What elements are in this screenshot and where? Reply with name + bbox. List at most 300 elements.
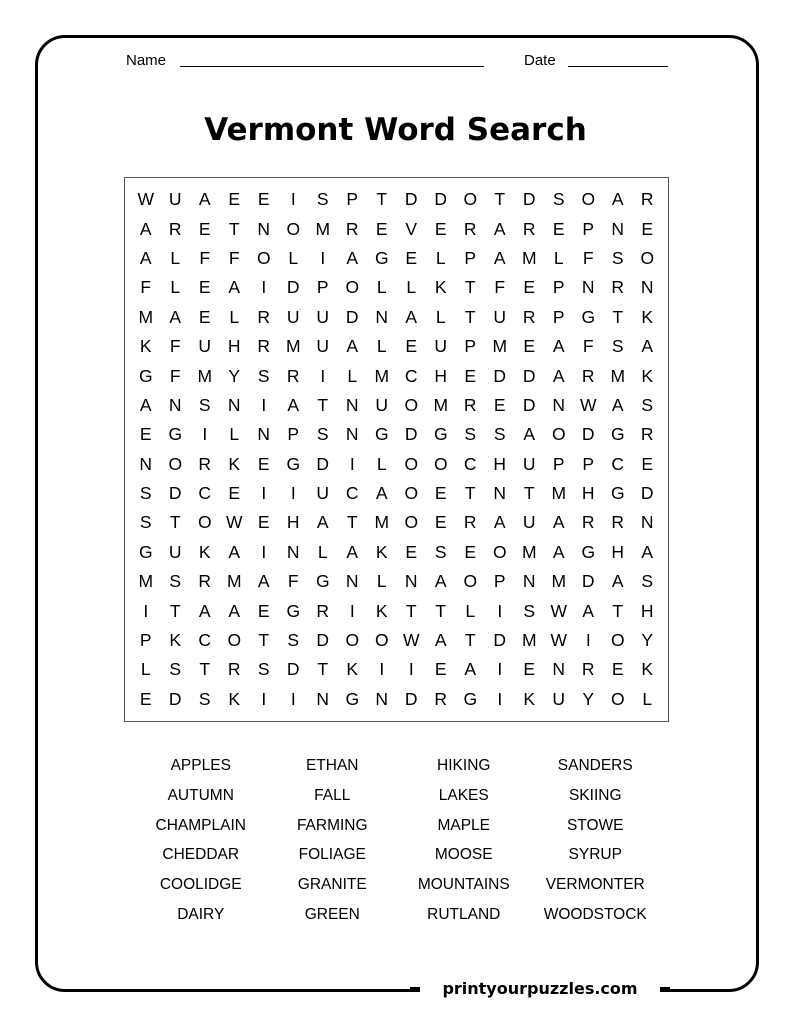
grid-cell[interactable]: D bbox=[581, 424, 595, 445]
grid-cell[interactable]: U bbox=[168, 541, 182, 562]
grid-cell[interactable]: K bbox=[523, 688, 536, 709]
grid-cell[interactable]: P bbox=[552, 453, 565, 474]
grid-cell[interactable]: E bbox=[523, 336, 536, 357]
grid-cell[interactable]: U bbox=[375, 394, 389, 415]
grid-cell[interactable]: N bbox=[139, 453, 153, 474]
grid-cell[interactable]: O bbox=[433, 453, 448, 474]
grid-cell[interactable]: A bbox=[464, 659, 477, 680]
grid-cell[interactable]: A bbox=[346, 247, 359, 268]
grid-cell[interactable]: R bbox=[316, 600, 330, 621]
grid-cell[interactable]: P bbox=[493, 571, 506, 592]
grid-cell[interactable]: I bbox=[585, 630, 591, 651]
grid-cell[interactable]: N bbox=[345, 571, 359, 592]
grid-cell[interactable]: H bbox=[581, 483, 595, 504]
grid-cell[interactable]: I bbox=[320, 365, 326, 386]
grid-cell[interactable]: H bbox=[286, 512, 300, 533]
grid-cell[interactable]: D bbox=[522, 394, 536, 415]
grid-cell[interactable]: O bbox=[551, 424, 566, 445]
grid-cell[interactable]: N bbox=[522, 571, 536, 592]
grid-cell[interactable]: E bbox=[552, 218, 565, 239]
grid-cell[interactable]: G bbox=[610, 483, 625, 504]
grid-cell[interactable]: T bbox=[494, 189, 506, 210]
grid-cell[interactable]: E bbox=[198, 218, 211, 239]
grid-cell[interactable]: S bbox=[641, 394, 654, 415]
grid-cell[interactable]: L bbox=[642, 688, 653, 709]
grid-cell[interactable]: G bbox=[168, 424, 183, 445]
grid-cell[interactable]: A bbox=[434, 630, 447, 651]
grid-cell[interactable]: A bbox=[139, 247, 152, 268]
grid-cell[interactable]: S bbox=[611, 336, 624, 357]
grid-cell[interactable]: I bbox=[349, 453, 355, 474]
grid-cell[interactable]: A bbox=[611, 394, 624, 415]
grid-cell[interactable]: H bbox=[227, 336, 241, 357]
grid-cell[interactable]: M bbox=[521, 541, 537, 562]
grid-cell[interactable]: P bbox=[316, 277, 329, 298]
grid-cell[interactable]: G bbox=[433, 424, 448, 445]
grid-cell[interactable]: E bbox=[257, 453, 270, 474]
grid-cell[interactable]: K bbox=[198, 541, 211, 562]
grid-cell[interactable]: S bbox=[316, 189, 329, 210]
grid-cell[interactable]: L bbox=[406, 277, 417, 298]
grid-cell[interactable]: N bbox=[257, 218, 271, 239]
grid-cell[interactable]: R bbox=[611, 277, 625, 298]
grid-cell[interactable]: I bbox=[261, 394, 267, 415]
grid-cell[interactable]: A bbox=[582, 600, 595, 621]
grid-cell[interactable]: F bbox=[140, 277, 152, 298]
grid-cell[interactable]: A bbox=[611, 571, 624, 592]
grid-cell[interactable]: N bbox=[640, 277, 654, 298]
grid-cell[interactable]: E bbox=[611, 659, 624, 680]
grid-cell[interactable]: M bbox=[521, 247, 537, 268]
grid-cell[interactable]: I bbox=[261, 688, 267, 709]
grid-cell[interactable]: P bbox=[139, 630, 152, 651]
grid-cell[interactable]: A bbox=[346, 336, 359, 357]
grid-cell[interactable]: A bbox=[316, 512, 329, 533]
grid-cell[interactable]: E bbox=[139, 424, 152, 445]
grid-cell[interactable]: R bbox=[611, 512, 625, 533]
grid-cell[interactable]: O bbox=[227, 630, 242, 651]
grid-cell[interactable]: D bbox=[286, 659, 300, 680]
grid-cell[interactable]: P bbox=[582, 218, 595, 239]
grid-cell[interactable]: A bbox=[228, 600, 241, 621]
grid-cell[interactable]: C bbox=[611, 453, 625, 474]
grid-cell[interactable]: F bbox=[582, 247, 594, 268]
grid-cell[interactable]: K bbox=[641, 306, 654, 327]
grid-cell[interactable]: R bbox=[581, 365, 595, 386]
grid-cell[interactable]: R bbox=[463, 394, 477, 415]
grid-cell[interactable]: A bbox=[257, 571, 270, 592]
grid-cell[interactable]: M bbox=[551, 483, 567, 504]
grid-cell[interactable]: O bbox=[610, 630, 625, 651]
grid-cell[interactable]: L bbox=[376, 571, 387, 592]
grid-cell[interactable]: E bbox=[257, 189, 270, 210]
grid-cell[interactable]: D bbox=[316, 630, 330, 651]
grid-cell[interactable]: T bbox=[464, 483, 476, 504]
grid-cell[interactable]: M bbox=[226, 571, 242, 592]
grid-cell[interactable]: G bbox=[138, 541, 153, 562]
grid-cell[interactable]: N bbox=[552, 394, 566, 415]
grid-cell[interactable]: A bbox=[493, 512, 506, 533]
grid-cell[interactable]: R bbox=[227, 659, 241, 680]
grid-cell[interactable]: R bbox=[640, 424, 654, 445]
grid-cell[interactable]: O bbox=[168, 453, 183, 474]
grid-cell[interactable]: E bbox=[493, 394, 506, 415]
grid-cell[interactable]: E bbox=[228, 189, 241, 210]
grid-cell[interactable]: M bbox=[138, 306, 154, 327]
grid-cell[interactable]: U bbox=[198, 336, 212, 357]
grid-cell[interactable]: A bbox=[434, 571, 447, 592]
grid-cell[interactable]: L bbox=[553, 247, 564, 268]
grid-cell[interactable]: N bbox=[404, 571, 418, 592]
grid-cell[interactable]: D bbox=[522, 189, 536, 210]
grid-cell[interactable]: N bbox=[552, 659, 566, 680]
grid-cell[interactable]: I bbox=[290, 189, 296, 210]
grid-cell[interactable]: U bbox=[522, 453, 536, 474]
grid-cell[interactable]: M bbox=[315, 218, 331, 239]
grid-cell[interactable]: P bbox=[552, 277, 565, 298]
grid-cell[interactable]: I bbox=[143, 600, 149, 621]
grid-cell[interactable]: O bbox=[404, 453, 419, 474]
grid-cell[interactable]: I bbox=[379, 659, 385, 680]
grid-cell[interactable]: N bbox=[345, 424, 359, 445]
grid-cell[interactable]: L bbox=[170, 247, 181, 268]
grid-cell[interactable]: O bbox=[640, 247, 655, 268]
grid-cell[interactable]: I bbox=[290, 688, 296, 709]
grid-cell[interactable]: W bbox=[402, 630, 420, 651]
grid-cell[interactable]: S bbox=[552, 189, 565, 210]
grid-cell[interactable]: D bbox=[640, 483, 654, 504]
grid-cell[interactable]: O bbox=[374, 630, 389, 651]
grid-cell[interactable]: E bbox=[523, 277, 536, 298]
grid-cell[interactable]: S bbox=[198, 688, 211, 709]
grid-cell[interactable]: G bbox=[286, 453, 301, 474]
grid-cell[interactable]: U bbox=[493, 306, 507, 327]
grid-cell[interactable]: R bbox=[257, 306, 271, 327]
grid-cell[interactable]: P bbox=[287, 424, 300, 445]
grid-cell[interactable]: E bbox=[434, 483, 447, 504]
grid-cell[interactable]: E bbox=[198, 277, 211, 298]
grid-cell[interactable]: U bbox=[168, 189, 182, 210]
grid-cell[interactable]: E bbox=[375, 218, 388, 239]
grid-cell[interactable]: L bbox=[435, 306, 446, 327]
grid-cell[interactable]: D bbox=[286, 277, 300, 298]
grid-cell[interactable]: Y bbox=[228, 365, 241, 386]
grid-cell[interactable]: S bbox=[464, 424, 477, 445]
grid-cell[interactable]: L bbox=[288, 247, 299, 268]
grid-cell[interactable]: D bbox=[404, 424, 418, 445]
grid-cell[interactable]: E bbox=[434, 218, 447, 239]
grid-cell[interactable]: R bbox=[581, 659, 595, 680]
grid-cell[interactable]: E bbox=[405, 247, 418, 268]
grid-cell[interactable]: E bbox=[464, 541, 477, 562]
grid-cell[interactable]: G bbox=[581, 306, 596, 327]
grid-cell[interactable]: G bbox=[463, 688, 478, 709]
grid-cell[interactable]: M bbox=[285, 336, 301, 357]
grid-cell[interactable]: H bbox=[640, 600, 654, 621]
grid-cell[interactable]: A bbox=[375, 483, 388, 504]
grid-cell[interactable]: S bbox=[316, 424, 329, 445]
grid-cell[interactable]: F bbox=[287, 571, 299, 592]
grid-cell[interactable]: T bbox=[435, 600, 447, 621]
grid-cell[interactable]: M bbox=[610, 365, 626, 386]
grid-cell[interactable]: C bbox=[404, 365, 418, 386]
grid-cell[interactable]: L bbox=[140, 659, 151, 680]
grid-cell[interactable]: E bbox=[198, 306, 211, 327]
grid-cell[interactable]: N bbox=[581, 277, 595, 298]
grid-cell[interactable]: U bbox=[552, 688, 566, 709]
grid-cell[interactable]: A bbox=[198, 189, 211, 210]
grid-cell[interactable]: D bbox=[168, 688, 182, 709]
grid-cell[interactable]: D bbox=[316, 453, 330, 474]
grid-cell[interactable]: N bbox=[611, 218, 625, 239]
grid-cell[interactable]: G bbox=[374, 247, 389, 268]
grid-cell[interactable]: F bbox=[228, 247, 240, 268]
name-line[interactable] bbox=[180, 66, 484, 67]
grid-cell[interactable]: A bbox=[552, 365, 565, 386]
grid-cell[interactable]: S bbox=[434, 541, 447, 562]
grid-cell[interactable]: N bbox=[316, 688, 330, 709]
grid-cell[interactable]: C bbox=[463, 453, 477, 474]
grid-cell[interactable]: S bbox=[198, 394, 211, 415]
grid-cell[interactable]: Y bbox=[641, 630, 654, 651]
grid-cell[interactable]: L bbox=[229, 306, 240, 327]
grid-cell[interactable]: A bbox=[611, 189, 624, 210]
grid-cell[interactable]: A bbox=[287, 394, 300, 415]
grid-cell[interactable]: R bbox=[434, 688, 448, 709]
grid-cell[interactable]: A bbox=[493, 218, 506, 239]
grid-cell[interactable]: A bbox=[641, 336, 654, 357]
grid-cell[interactable]: D bbox=[345, 306, 359, 327]
grid-cell[interactable]: K bbox=[375, 541, 388, 562]
grid-cell[interactable]: E bbox=[641, 453, 654, 474]
grid-cell[interactable]: O bbox=[463, 571, 478, 592]
grid-cell[interactable]: I bbox=[349, 600, 355, 621]
grid-cell[interactable]: S bbox=[641, 571, 654, 592]
grid-cell[interactable]: E bbox=[523, 659, 536, 680]
grid-cell[interactable]: R bbox=[463, 512, 477, 533]
grid-cell[interactable]: S bbox=[257, 659, 270, 680]
grid-cell[interactable]: N bbox=[168, 394, 182, 415]
grid-cell[interactable]: W bbox=[579, 394, 597, 415]
grid-cell[interactable]: R bbox=[640, 189, 654, 210]
grid-cell[interactable]: D bbox=[493, 630, 507, 651]
grid-cell[interactable]: A bbox=[228, 541, 241, 562]
grid-cell[interactable]: H bbox=[611, 541, 625, 562]
grid-cell[interactable]: E bbox=[257, 512, 270, 533]
grid-cell[interactable]: E bbox=[257, 600, 270, 621]
grid-cell[interactable]: L bbox=[376, 453, 387, 474]
grid-cell[interactable]: L bbox=[317, 541, 328, 562]
grid-cell[interactable]: K bbox=[228, 453, 241, 474]
grid-cell[interactable]: A bbox=[346, 541, 359, 562]
grid-cell[interactable]: I bbox=[261, 483, 267, 504]
grid-cell[interactable]: R bbox=[345, 218, 359, 239]
grid-cell[interactable]: P bbox=[552, 306, 565, 327]
grid-cell[interactable]: R bbox=[198, 453, 212, 474]
grid-cell[interactable]: L bbox=[376, 277, 387, 298]
grid-cell[interactable]: N bbox=[286, 541, 300, 562]
grid-cell[interactable]: O bbox=[404, 483, 419, 504]
grid-cell[interactable]: W bbox=[225, 512, 243, 533]
grid-cell[interactable]: T bbox=[464, 630, 476, 651]
grid-cell[interactable]: T bbox=[199, 659, 211, 680]
grid-cell[interactable]: T bbox=[464, 277, 476, 298]
grid-cell[interactable]: U bbox=[434, 336, 448, 357]
grid-cell[interactable]: N bbox=[227, 394, 241, 415]
grid-cell[interactable]: G bbox=[286, 600, 301, 621]
grid-cell[interactable]: E bbox=[434, 659, 447, 680]
grid-cell[interactable]: A bbox=[169, 306, 182, 327]
grid-cell[interactable]: O bbox=[286, 218, 301, 239]
grid-cell[interactable]: S bbox=[257, 365, 270, 386]
grid-cell[interactable]: L bbox=[229, 424, 240, 445]
grid-cell[interactable]: E bbox=[228, 483, 241, 504]
grid-cell[interactable]: S bbox=[169, 659, 182, 680]
grid-cell[interactable]: F bbox=[169, 365, 181, 386]
grid-cell[interactable]: I bbox=[290, 483, 296, 504]
grid-cell[interactable]: T bbox=[169, 512, 181, 533]
grid-cell[interactable]: T bbox=[169, 600, 181, 621]
grid-cell[interactable]: K bbox=[169, 630, 182, 651]
grid-cell[interactable]: M bbox=[433, 394, 449, 415]
grid-cell[interactable]: M bbox=[551, 571, 567, 592]
grid-cell[interactable]: W bbox=[550, 600, 568, 621]
grid-cell[interactable]: G bbox=[345, 688, 360, 709]
grid-cell[interactable]: M bbox=[374, 512, 390, 533]
grid-cell[interactable]: G bbox=[581, 541, 596, 562]
grid-cell[interactable]: K bbox=[139, 336, 152, 357]
grid-cell[interactable]: L bbox=[347, 365, 358, 386]
grid-cell[interactable]: M bbox=[197, 365, 213, 386]
grid-cell[interactable]: O bbox=[345, 277, 360, 298]
grid-cell[interactable]: N bbox=[375, 688, 389, 709]
grid-cell[interactable]: N bbox=[375, 306, 389, 327]
grid-cell[interactable]: K bbox=[346, 659, 359, 680]
grid-cell[interactable]: Y bbox=[582, 688, 595, 709]
grid-cell[interactable]: I bbox=[408, 659, 414, 680]
grid-cell[interactable]: F bbox=[494, 277, 506, 298]
grid-cell[interactable]: O bbox=[610, 688, 625, 709]
grid-cell[interactable]: A bbox=[139, 394, 152, 415]
grid-cell[interactable]: O bbox=[404, 394, 419, 415]
grid-cell[interactable]: A bbox=[493, 247, 506, 268]
grid-cell[interactable]: K bbox=[228, 688, 241, 709]
grid-cell[interactable]: G bbox=[138, 365, 153, 386]
grid-cell[interactable]: E bbox=[139, 688, 152, 709]
grid-cell[interactable]: U bbox=[316, 306, 330, 327]
grid-cell[interactable]: V bbox=[405, 218, 418, 239]
grid-cell[interactable]: O bbox=[197, 512, 212, 533]
grid-cell[interactable]: W bbox=[137, 189, 155, 210]
grid-cell[interactable]: S bbox=[523, 600, 536, 621]
grid-cell[interactable]: R bbox=[581, 512, 595, 533]
grid-cell[interactable]: A bbox=[641, 541, 654, 562]
grid-cell[interactable]: P bbox=[346, 189, 359, 210]
grid-cell[interactable]: R bbox=[286, 365, 300, 386]
grid-cell[interactable]: L bbox=[435, 247, 446, 268]
grid-cell[interactable]: F bbox=[199, 247, 211, 268]
grid-cell[interactable]: T bbox=[317, 394, 329, 415]
grid-cell[interactable]: L bbox=[170, 277, 181, 298]
date-line[interactable] bbox=[568, 66, 668, 67]
grid-cell[interactable]: L bbox=[376, 336, 387, 357]
grid-cell[interactable]: T bbox=[464, 306, 476, 327]
grid-cell[interactable]: O bbox=[581, 189, 596, 210]
grid-cell[interactable]: D bbox=[404, 189, 418, 210]
grid-cell[interactable]: C bbox=[198, 630, 212, 651]
grid-cell[interactable]: G bbox=[610, 424, 625, 445]
grid-cell[interactable]: D bbox=[404, 688, 418, 709]
grid-cell[interactable]: T bbox=[317, 659, 329, 680]
grid-cell[interactable]: E bbox=[434, 512, 447, 533]
grid-cell[interactable]: K bbox=[641, 365, 654, 386]
grid-cell[interactable]: S bbox=[169, 571, 182, 592]
grid-cell[interactable]: N bbox=[493, 483, 507, 504]
grid-cell[interactable]: S bbox=[139, 483, 152, 504]
grid-cell[interactable]: I bbox=[261, 541, 267, 562]
grid-cell[interactable]: S bbox=[287, 630, 300, 651]
grid-cell[interactable]: O bbox=[463, 189, 478, 210]
grid-cell[interactable]: F bbox=[169, 336, 181, 357]
grid-cell[interactable]: A bbox=[228, 277, 241, 298]
grid-cell[interactable]: I bbox=[202, 424, 208, 445]
grid-cell[interactable]: U bbox=[522, 512, 536, 533]
grid-cell[interactable]: D bbox=[493, 365, 507, 386]
grid-cell[interactable]: T bbox=[612, 600, 624, 621]
grid-cell[interactable]: I bbox=[497, 659, 503, 680]
grid-cell[interactable]: N bbox=[640, 512, 654, 533]
grid-cell[interactable]: A bbox=[552, 336, 565, 357]
grid-cell[interactable]: A bbox=[552, 512, 565, 533]
grid-cell[interactable]: U bbox=[316, 336, 330, 357]
grid-cell[interactable]: I bbox=[261, 277, 267, 298]
grid-cell[interactable]: D bbox=[581, 571, 595, 592]
grid-cell[interactable]: W bbox=[550, 630, 568, 651]
grid-cell[interactable]: O bbox=[404, 512, 419, 533]
grid-cell[interactable]: S bbox=[611, 247, 624, 268]
grid-cell[interactable]: I bbox=[320, 247, 326, 268]
grid-cell[interactable]: K bbox=[641, 659, 654, 680]
grid-cell[interactable]: A bbox=[139, 218, 152, 239]
grid-cell[interactable]: I bbox=[497, 688, 503, 709]
grid-cell[interactable]: P bbox=[464, 336, 477, 357]
grid-cell[interactable]: M bbox=[138, 571, 154, 592]
grid-cell[interactable]: L bbox=[465, 600, 476, 621]
grid-cell[interactable]: T bbox=[258, 630, 270, 651]
grid-cell[interactable]: A bbox=[198, 600, 211, 621]
grid-cell[interactable]: C bbox=[345, 483, 359, 504]
grid-cell[interactable]: M bbox=[374, 365, 390, 386]
grid-cell[interactable]: S bbox=[139, 512, 152, 533]
grid-cell[interactable]: A bbox=[405, 306, 418, 327]
grid-cell[interactable]: U bbox=[316, 483, 330, 504]
grid-cell[interactable]: E bbox=[464, 365, 477, 386]
grid-cell[interactable]: P bbox=[582, 453, 595, 474]
grid-cell[interactable]: C bbox=[198, 483, 212, 504]
grid-cell[interactable]: R bbox=[198, 571, 212, 592]
grid-cell[interactable]: O bbox=[345, 630, 360, 651]
grid-cell[interactable]: T bbox=[523, 483, 535, 504]
grid-cell[interactable]: H bbox=[434, 365, 448, 386]
grid-cell[interactable]: E bbox=[641, 218, 654, 239]
grid-cell[interactable]: I bbox=[497, 600, 503, 621]
grid-cell[interactable]: G bbox=[315, 571, 330, 592]
grid-cell[interactable]: E bbox=[405, 336, 418, 357]
grid-cell[interactable]: T bbox=[346, 512, 358, 533]
grid-cell[interactable]: M bbox=[492, 336, 508, 357]
grid-cell[interactable]: F bbox=[582, 336, 594, 357]
grid-cell[interactable]: R bbox=[522, 306, 536, 327]
